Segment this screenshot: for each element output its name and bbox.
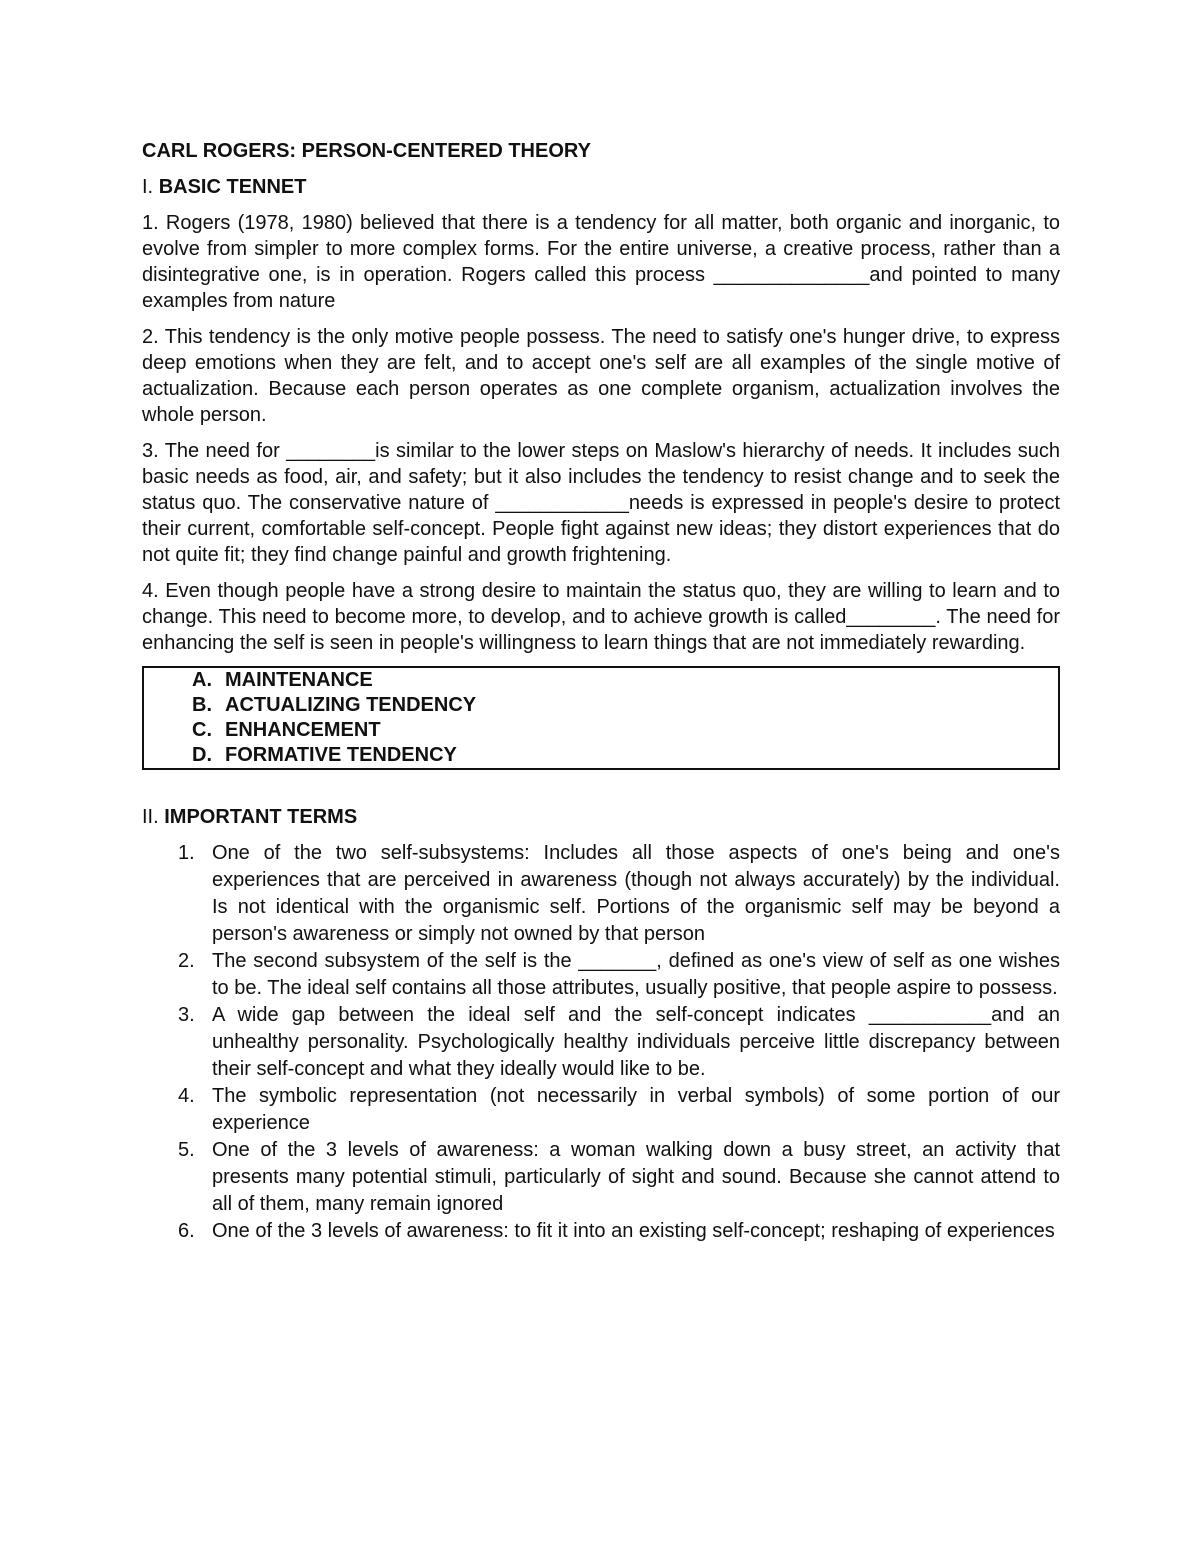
paragraph-3: 3. The need for ________is similar to the lower steps on Maslow's hierarchy of needs. It includes such basic needs as food, air, and safety; but it also includes the tendency to resist change and to seek the status quo. The conservative nature of ____________needs is expressed in people's desire to protect their current, comfortable self-concept. People fight against new ideas; they distort experiences that do not quite fit; they find change painful and growth frightening. bbox=[142, 440, 1060, 566]
choice-letter: A. bbox=[192, 669, 212, 691]
section-1-title: BASIC TENNET bbox=[158, 176, 307, 198]
term-number: 3. bbox=[178, 1004, 195, 1026]
paragraph-2: 2. This tendency is the only motive people possess. The need to satisfy one's hunger drive, to express deep emotions when they are felt, and to accept one's self are all examples of the single motive of actualization. Because each person operates as one complete organism, actualization involves the whole person. bbox=[142, 326, 1060, 426]
choice-item bbox=[144, 718, 1058, 743]
term-item bbox=[142, 948, 1060, 1002]
choice-item bbox=[144, 743, 1058, 768]
term-item bbox=[142, 1002, 1060, 1083]
choice-text: ACTUALIZING TENDENCY bbox=[225, 694, 477, 716]
document-page bbox=[142, 138, 1060, 1245]
term-item bbox=[142, 1137, 1060, 1218]
term-number: 2. bbox=[178, 950, 195, 972]
term-text: A wide gap between the ideal self and the self-concept indicates ___________and an unhealthy personality. Psychologically healthy individuals perceive little discrepancy between their self-concept and what they ideally would like to be. bbox=[212, 1004, 1060, 1080]
answer-choices-box bbox=[142, 666, 1060, 770]
choice-letter: D. bbox=[192, 744, 212, 766]
terms-list bbox=[142, 840, 1060, 1245]
choice-letter: C. bbox=[192, 719, 212, 741]
document-title: CARL ROGERS: PERSON-CENTERED THEORY bbox=[142, 140, 591, 162]
term-text: The symbolic representation (not necessarily in verbal symbols) of some portion of our experience bbox=[212, 1085, 1060, 1134]
choice-text: FORMATIVE TENDENCY bbox=[225, 744, 457, 766]
section-1-numeral: I. bbox=[142, 176, 154, 198]
term-text: The second subsystem of the self is the _______, defined as one's view of self as one wishes to be. The ideal self contains all those attributes, usually positive, that people aspire to possess. bbox=[212, 950, 1060, 999]
term-text: One of the 3 levels of awareness: to fit it into an existing self-concept; reshaping of experiences bbox=[212, 1220, 1055, 1242]
choice-item bbox=[144, 693, 1058, 718]
choice-text: MAINTENANCE bbox=[225, 669, 373, 691]
choice-item bbox=[144, 668, 1058, 693]
paragraph-1: 1. Rogers (1978, 1980) believed that there is a tendency for all matter, both organic and inorganic, to evolve from simpler to more complex forms. For the entire universe, a creative process, rather than a disintegrative one, is in operation. Rogers called this process ______________and pointed to many examples from nature bbox=[142, 212, 1060, 312]
choice-text: ENHANCEMENT bbox=[225, 719, 381, 741]
term-item bbox=[142, 1083, 1060, 1137]
term-number: 5. bbox=[178, 1139, 195, 1161]
choice-letter: B. bbox=[192, 694, 212, 716]
section-1-heading bbox=[142, 174, 1060, 200]
term-item bbox=[142, 1218, 1060, 1245]
section-2-numeral: II. bbox=[142, 806, 159, 828]
term-text: One of the 3 levels of awareness: a woman walking down a busy street, an activity that presents many potential stimuli, particularly of sight and sound. Because she cannot attend to all of them, many remain ignored bbox=[212, 1139, 1060, 1215]
section-2-title: IMPORTANT TERMS bbox=[164, 806, 358, 828]
term-item bbox=[142, 840, 1060, 948]
term-number: 1. bbox=[178, 842, 195, 864]
term-number: 4. bbox=[178, 1085, 195, 1107]
term-number: 6. bbox=[178, 1220, 195, 1242]
section-2-heading bbox=[142, 804, 1060, 830]
term-text: One of the two self-subsystems: Includes all those aspects of one's being and one's experiences that are perceived in awareness (though not always accurately) by the individual. Is not identical with the organismic self. Portions of the organismic self may be beyond a person's awareness or simply not owned by that person bbox=[212, 842, 1060, 945]
paragraph-4: 4. Even though people have a strong desire to maintain the status quo, they are willing to learn and to change. This need to become more, to develop, and to achieve growth is called________. The need for enhancing the self is seen in people's willingness to learn things that are not immediately rewarding. bbox=[142, 580, 1060, 654]
